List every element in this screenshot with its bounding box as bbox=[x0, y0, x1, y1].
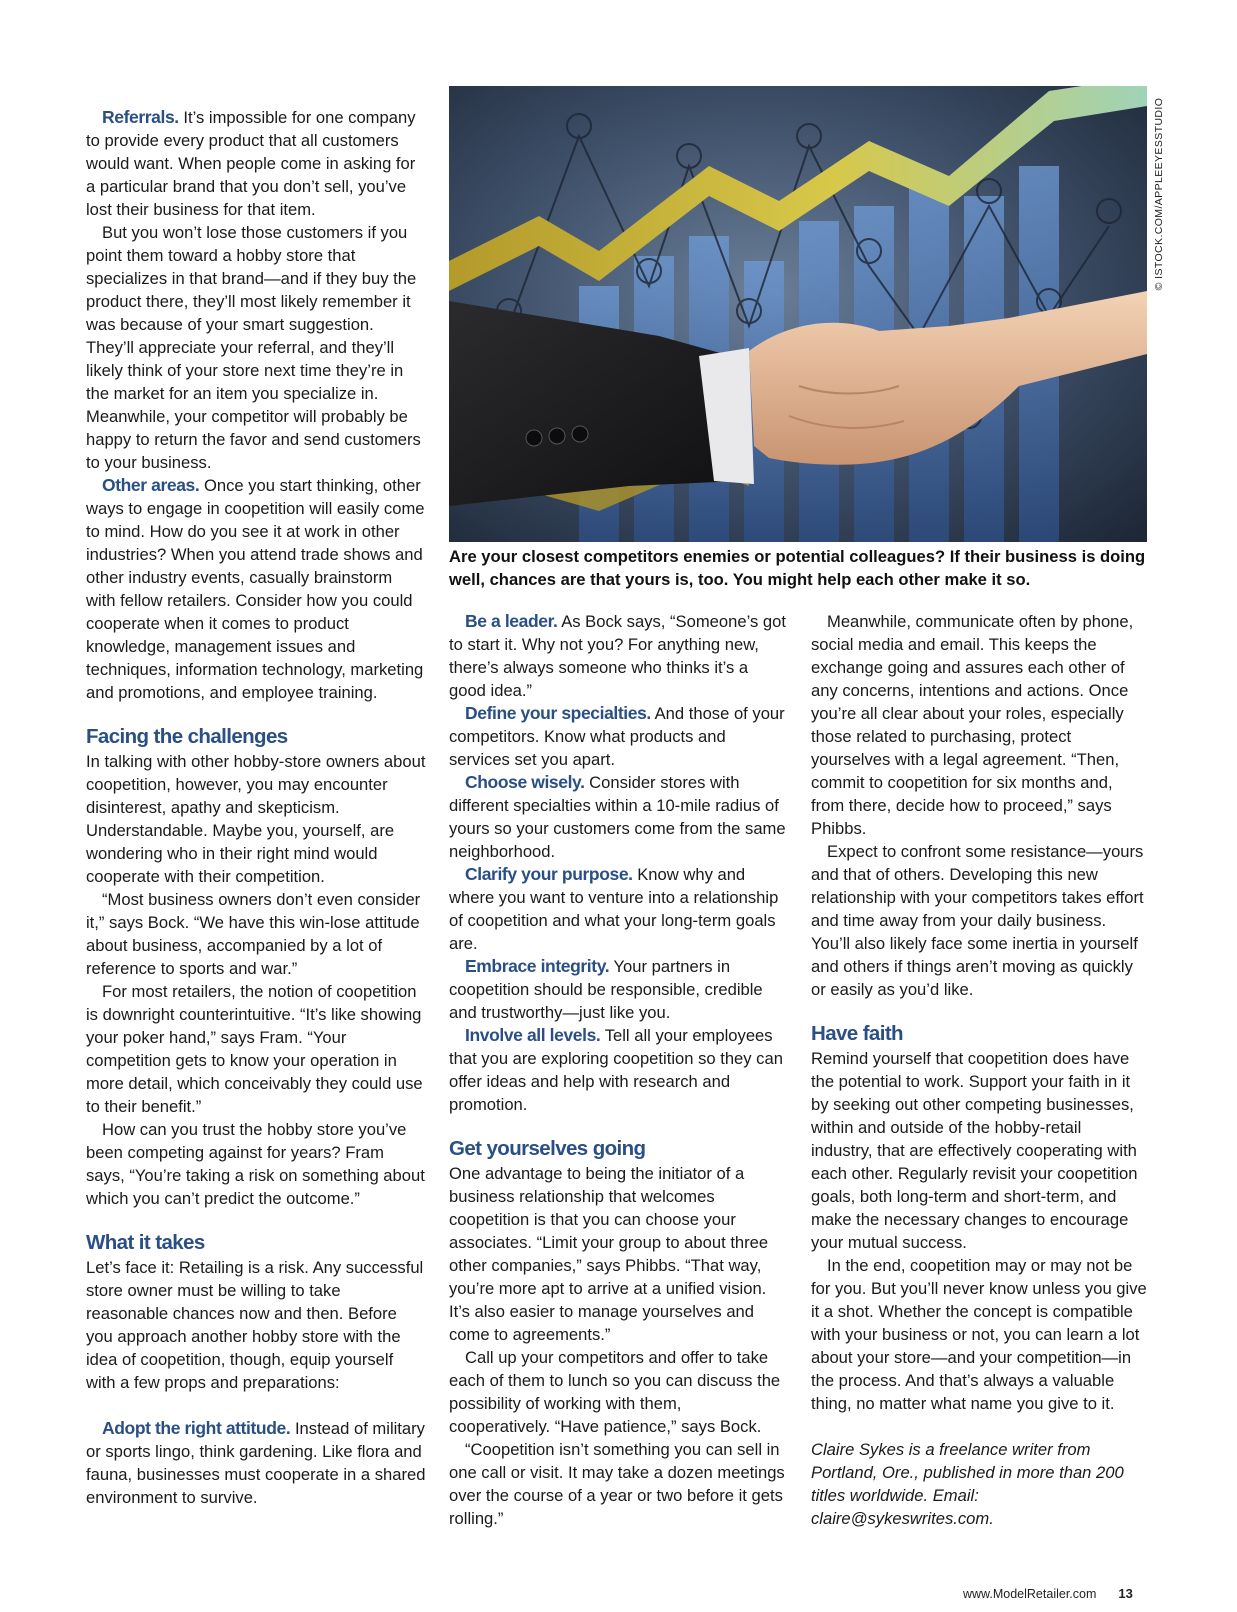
handshake-chart-illustration bbox=[449, 86, 1147, 542]
sleeve-button bbox=[526, 430, 542, 446]
lead-in-choose-wisely: Choose wisely. bbox=[465, 772, 585, 792]
handshake-photo bbox=[449, 86, 1147, 542]
paragraph-text: And those of your competitors. Know what products and services set you apart. bbox=[449, 704, 785, 769]
photo-credit-text: © ISTOCK.COM/APPLEEYESSTUDIO bbox=[1153, 97, 1165, 291]
paragraph-text: Consider stores with different specialties within a 10-mile radius of yours so your customers come from the same neighborhood. bbox=[449, 773, 786, 861]
paragraph: Remind yourself that coopetition does have the potential to work. Support your faith in it by seeking out other competing businesses, within and outside of the hobby-retail industry, that are effectively cooperating with each other. Regularly revisit your coopetition goals, both long-term and short-term, and make the necessary changes to encourage your mutual success. bbox=[811, 1049, 1138, 1252]
paragraph-text: Your partners in coopetition should be responsible, credible and trustworthy—just like you. bbox=[449, 957, 763, 1022]
column-3 bbox=[811, 610, 1147, 1530]
paragraph-other-areas bbox=[86, 474, 426, 704]
subhead-facing-the-challenges: Facing the challenges bbox=[86, 725, 288, 748]
paragraph: Meanwhile, communicate often by phone, social media and email. This keeps the exchange going and assures each other of any concerns, intentions and actions. Once you’re all clear about your roles, especially those related to purchasing, protect yourselves with a legal agreement. “Then, commit to coopetition for six months and, from there, decide how to proceed,” says Phibbs. bbox=[811, 612, 1134, 838]
paragraph-be-a-leader bbox=[449, 610, 787, 702]
paragraph-referrals bbox=[86, 106, 426, 221]
paragraph: In the end, coopetition may or may not be for you. But you’ll never know unless you give it a shot. Whether the concept is compatible with your business or not, you can learn a lot about your store—and your competition—in the process. And that’s always a valuable thing, no matter what name you give to it. bbox=[811, 1256, 1147, 1413]
paragraph: “Most business owners don’t even consider it,” says Bock. “We have this win-lose attitude about business, accompanied by a lot of reference to sports and war.” bbox=[86, 890, 421, 978]
footer-url[interactable]: www.ModelRetailer.com bbox=[963, 1587, 1097, 1601]
subhead-what-it-takes: What it takes bbox=[86, 1231, 205, 1254]
author-byline: Claire Sykes is a freelance writer from Portland, Ore., published in more than 200 titles worldwide. Email: claire@sykeswrites.com. bbox=[811, 1440, 1124, 1528]
sleeve-button bbox=[572, 426, 588, 442]
lead-in-other-areas: Other areas. bbox=[102, 475, 200, 495]
paragraph: How can you trust the hobby store you’ve been competing against for years? Fram says, “You’re taking a risk on something about which you can’t predict the outcome.” bbox=[86, 1120, 425, 1208]
paragraph: Let’s face it: Retailing is a risk. Any successful store owner must be willing to take reasonable chances now and then. Before you approach another hobby store with the idea of coopetition, though, equip yourself with a few props and preparations: bbox=[86, 1258, 424, 1392]
paragraph-text: Know why and where you want to venture into a relationship of coopetition and what your long-term goals are. bbox=[449, 865, 779, 953]
paragraph-text: As Bock says, “Someone’s got to start it. Why not you? For anything new, there’s always someone who thinks it’s a good idea.” bbox=[449, 612, 786, 700]
page-footer bbox=[963, 1586, 1133, 1601]
paragraph: In talking with other hobby-store owners about coopetition, however, you may encounter disinterest, apathy and skepticism. Understandable. Maybe you, yourself, are wondering who in their right mind would cooperate with their competition. bbox=[86, 752, 426, 886]
paragraph-text: Instead of military or sports lingo, think gardening. Like flora and fauna, businesses must cooperate in a shared environment to survive. bbox=[86, 1419, 426, 1507]
paragraph-text: Once you start thinking, other ways to engage in coopetition will easily come to mind. How do you see it at work in other industries? When you attend trade shows and other industry events, casually brainstorm with fellow retailers. Consider how you could cooperate when it comes to product knowledge, management issues and techniques, information technology, marketing and promotions, and employee training. bbox=[86, 476, 425, 702]
subhead-get-yourselves-going: Get yourselves going bbox=[449, 1137, 646, 1160]
paragraph-define-specialties bbox=[449, 702, 787, 771]
lead-in-embrace-integrity: Embrace integrity. bbox=[465, 956, 610, 976]
page-number: 13 bbox=[1118, 1586, 1133, 1601]
paragraph-involve-levels bbox=[449, 1024, 787, 1116]
paragraph-text: Tell all your employees that you are exploring coopetition so they can offer ideas and help with research and promotion. bbox=[449, 1026, 783, 1114]
photo-caption: Are your closest competitors enemies or potential colleagues? If their business is doing well, chances are that yours is, too. You might help each other make it so. bbox=[449, 547, 1146, 589]
paragraph: For most retailers, the notion of coopetition is downright counterintuitive. “It’s like showing your poker hand,” says Fram. “Your competition gets to know your operation in more detail, which conceivably they could use to their benefit.” bbox=[86, 982, 423, 1116]
column-2 bbox=[449, 610, 787, 1530]
paragraph: But you won’t lose those customers if you point them toward a hobby store that specializes in that brand—and if they buy the product there, they’ll most likely remember it was because of your smart suggestion. They’ll appreciate your referral, and they’ll likely think of your store next time they’re in the market for an item you specialize in. Meanwhile, your competitor will probably be happy to return the favor and send customers to your business. bbox=[86, 223, 421, 472]
photo-credit bbox=[1150, 86, 1168, 302]
paragraph-clarify-purpose bbox=[449, 863, 787, 955]
sleeve-button bbox=[549, 428, 565, 444]
lead-in-referrals: Referrals. bbox=[102, 107, 179, 127]
paragraph: Expect to confront some resistance—yours and that of others. Developing this new relationship with your competitors takes effort and time away from your daily business. You’ll also likely face some inertia in yourself and others if things aren’t moving as quickly or easily as you’d like. bbox=[811, 842, 1144, 999]
paragraph-adopt bbox=[86, 1417, 426, 1509]
column-1 bbox=[86, 106, 426, 1509]
lead-in-clarify-purpose: Clarify your purpose. bbox=[465, 864, 633, 884]
paragraph: “Coopetition isn’t something you can sell in one call or visit. It may take a dozen meetings over the course of a year or two before it gets rolling.” bbox=[449, 1440, 785, 1528]
paragraph-choose-wisely bbox=[449, 771, 787, 863]
lead-in-be-a-leader: Be a leader. bbox=[465, 611, 558, 631]
lead-in-adopt-attitude: Adopt the right attitude. bbox=[102, 1418, 291, 1438]
paragraph: One advantage to being the initiator of a business relationship that welcomes coopetition is that you can choose your associates. “Limit your group to about three other companies,” says Phibbs. “That way, you’re more apt to arrive at a unified vision. It’s also easier to manage yourselves and come to agreements.” bbox=[449, 1164, 769, 1344]
paragraph: Call up your competitors and offer to take each of them to lunch so you can discuss the possibility of working with them, cooperatively. “Have patience,” says Bock. bbox=[449, 1348, 781, 1436]
subhead-have-faith: Have faith bbox=[811, 1022, 903, 1045]
lead-in-involve-levels: Involve all levels. bbox=[465, 1025, 601, 1045]
lead-in-define-specialties: Define your specialties. bbox=[465, 703, 651, 723]
paragraph-text: It’s impossible for one company to provide every product that all customers would want. When people come in asking for a particular brand that you don’t sell, you’ve lost their business for that item. bbox=[86, 108, 416, 219]
paragraph-embrace-integrity bbox=[449, 955, 787, 1024]
